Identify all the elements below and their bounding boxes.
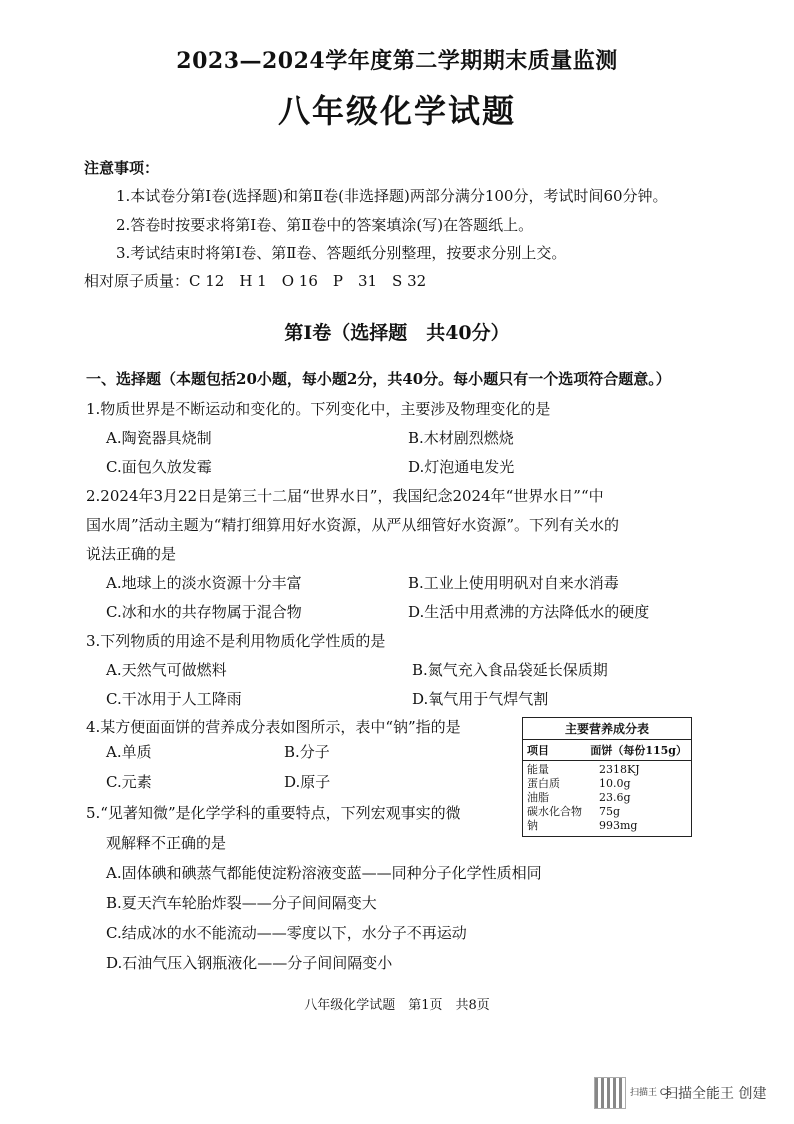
q2-stem-line1: 2.2024年3月22日是第三十二届“世界水日”，我国纪念2024年“世界水日”“中 [86,487,604,505]
q5-option-c: C.结成冰的水不能流动——零度以下，水分子不再运动 [106,924,467,942]
q1-option-b: B.木材剧烈燃烧 [408,429,514,447]
q1-option-d: D.灯泡通电发光 [408,458,515,476]
scanner-watermark [594,1077,766,1109]
q1-option-c: C.面包久放发霉 [106,458,212,476]
q4-stem: 4.某方便面面饼的营养成分表如图所示，表中“钠”指的是 [86,718,461,736]
nutrition-table [522,717,692,837]
exam-subject-title: 八年级化学试题 [277,92,516,130]
q3-option-d: D.氧气用于气焊气割 [412,690,549,708]
q5-option-d: D.石油气压入钢瓶液化——分子间间隔变小 [106,954,393,972]
exam-period-title: 2023—2024学年度第二学期期末质量监测 [176,48,618,74]
q2-stem-line2: 国水周”活动主题为“精打细算用好水资源，从严从细管好水资源”。下列有关水的 [86,516,620,534]
section-title: 第Ⅰ卷（选择题 共40分） [284,322,510,344]
nutrition-row-value: 993mg [599,819,638,832]
q5-stem-line1: 5.“见著知微”是化学学科的重要特点，下列宏观事实的微 [86,804,461,822]
q2-stem-line3: 说法正确的是 [86,545,177,563]
note-item-3: 3.考试结束时将第Ⅰ卷、第Ⅱ卷、答题纸分别整理，按要求分别上交。 [116,244,567,262]
notes-heading: 注意事项： [84,159,160,177]
q3-option-b: B.氮气充入食品袋延长保质期 [412,661,608,679]
q4-option-c: C.元素 [106,773,152,791]
nutrition-row [523,763,691,777]
nutrition-col-value: 面饼（每份115g） [590,744,687,757]
q4-option-b: B.分子 [284,743,330,761]
note-item-1: 1.本试卷分第Ⅰ卷(选择题)和第Ⅱ卷(非选择题)两部分满分100分，考试时间60分钟。 [116,187,668,205]
nutrition-row-value: 10.0g [599,777,631,790]
q2-option-b: B.工业上使用明矾对自来水消毒 [408,574,619,592]
q1-option-a: A.陶瓷器具烧制 [106,429,212,447]
q3-option-a: A.天然气可做燃料 [106,661,227,679]
q5-option-a: A.固体碘和碘蒸气都能使淀粉溶液变蓝——同种分子化学性质相同 [106,864,542,882]
q5-option-b: B.夏天汽车轮胎炸裂——分子间间隔变大 [106,894,377,912]
nutrition-row-value: 75g [599,805,621,818]
q2-option-d: D.生活中用煮沸的方法降低水的硬度 [408,603,650,621]
watermark-badge: 扫描王 CS [630,1088,672,1098]
q3-stem: 3.下列物质的用途不是利用物质化学性质的是 [86,632,386,650]
nutrition-col-item: 项目 [527,744,549,757]
nutrition-table-caption: 主要营养成分表 [523,718,691,740]
nutrition-row [523,791,691,805]
nutrition-row [523,819,691,833]
nutrition-row-name: 碳水化合物 [527,805,582,818]
nutrition-row [523,805,691,819]
q4-option-d: D.原子 [284,773,331,791]
q4-option-a: A.单质 [106,743,152,761]
page-footer: 八年级化学试题 第1页 共8页 [304,998,490,1013]
q1-stem: 1.物质世界是不断运动和变化的。下列变化中，主要涉及物理变化的是 [86,400,551,418]
nutrition-row-value: 2318KJ [599,763,640,776]
qr-code-icon [594,1077,626,1109]
note-item-2: 2.答卷时按要求将第Ⅰ卷、第Ⅱ卷中的答案填涂(写)在答题纸上。 [116,216,534,234]
nutrition-row-value: 23.6g [599,791,631,804]
q2-option-c: C.冰和水的共存物属于混合物 [106,603,302,621]
q5-stem-line2: 观解释不正确的是 [106,834,227,852]
q2-option-a: A.地球上的淡水资源十分丰富 [106,574,302,592]
nutrition-row-name: 蛋白质 [527,777,560,790]
section-instruction: 一、选择题（本题包括20小题，每小题2分，共40分。每小题只有一个选项符合题意。） [86,370,671,388]
nutrition-row-name: 钠 [527,819,538,832]
nutrition-row-name: 油脂 [527,791,549,804]
q3-option-c: C.干冰用于人工降雨 [106,690,242,708]
nutrition-row [523,777,691,791]
nutrition-row-name: 能量 [527,763,549,776]
watermark-text: 扫描全能王 创建 [664,1086,767,1102]
atomic-mass-line: 相对原子质量：C 12 H 1 O 16 P 31 S 32 [84,272,427,290]
nutrition-table-header [523,740,691,761]
